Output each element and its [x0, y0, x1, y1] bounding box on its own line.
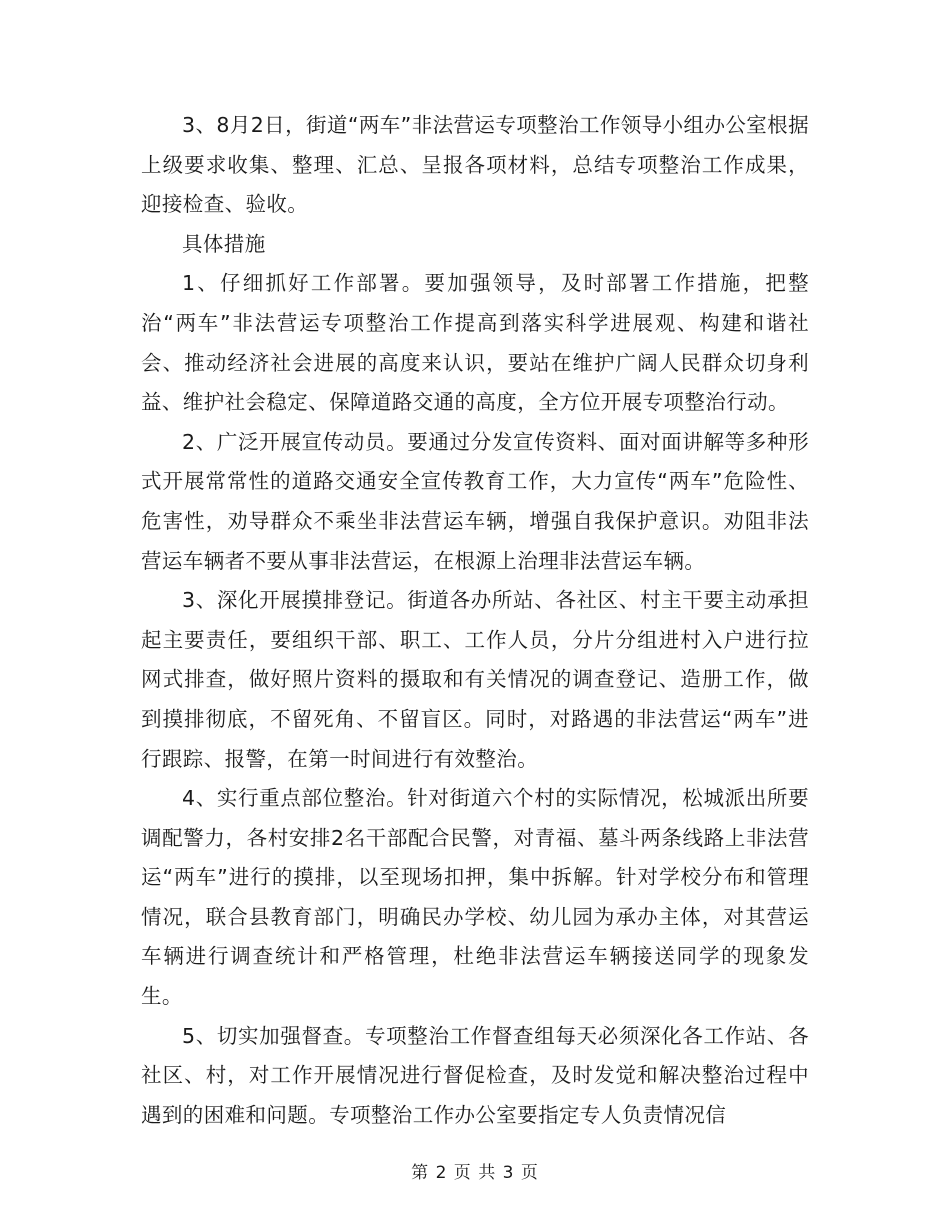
paragraph-measure-4: 4、实行重点部位整治。针对街道六个村的实际情况，松城派出所要调配警力，各村安排2名干部配合民警，对青福、墓斗两条线路上非法营运“两车”进行的摸排，以至现场扣押，集中拆解。针对学校分布和管理情况，联合县教育部门，明确民办学校、幼儿园为承办主体，对其营运车辆进行调查统计和严格管理，杜绝非法营运车辆接送同学的现象发生。 — [141, 786, 809, 1009]
paragraph-step-3: 3、8月2日，街道“两车”非法营运专项整治工作领导小组办公室根据上级要求收集、整理、汇总、呈报各项材料，总结专项整治工作成果，迎接检查、验收。 — [141, 113, 809, 217]
paragraph-measure-1: 1、仔细抓好工作部署。要加强领导，及时部署工作措施，把整治“两车”非法营运专项整治工作提高到落实科学进展观、构建和谐社会、推动经济社会进展的高度来认识，要站在维护广阔人民群众切身利益、维护社会稳定、保障道路交通的高度，全方位开展专项整治行动。 — [141, 271, 809, 415]
document-body — [141, 106, 809, 1135]
paragraph-measure-3: 3、深化开展摸排登记。街道各办所站、各社区、村主干要主动承担起主要责任，要组织干部、职工、工作人员，分片分组进村入户进行拉网式排查，做好照片资料的摄取和有关情况的调查登记、造册工作，做到摸排彻底，不留死角、不留盲区。同时，对路遇的非法营运“两车”进行跟踪、报警，在第一时间进行有效整治。 — [141, 588, 809, 771]
paragraph-measure-2: 2、广泛开展宣传动员。要通过分发宣传资料、面对面讲解等多种形式开展常常性的道路交通安全宣传教育工作，大力宣传“两车”危险性、危害性，劝导群众不乘坐非法营运车辆，增强自我保护意识。劝阻非法营运车辆者不要从事非法营运，在根源上治理非法营运车辆。 — [141, 429, 809, 573]
section-heading-measures: 具体措施 — [182, 231, 266, 256]
page-number-footer: 第 2 页 共 3 页 — [411, 1163, 539, 1183]
paragraph-measure-5: 5、切实加强督查。专项整治工作督查组每天必须深化各工作站、各社区、村，对工作开展情况进行督促检查，及时发觉和解决整治过程中遇到的困难和问题。专项整治工作办公室要指定专人负责情况信 — [141, 1023, 809, 1127]
